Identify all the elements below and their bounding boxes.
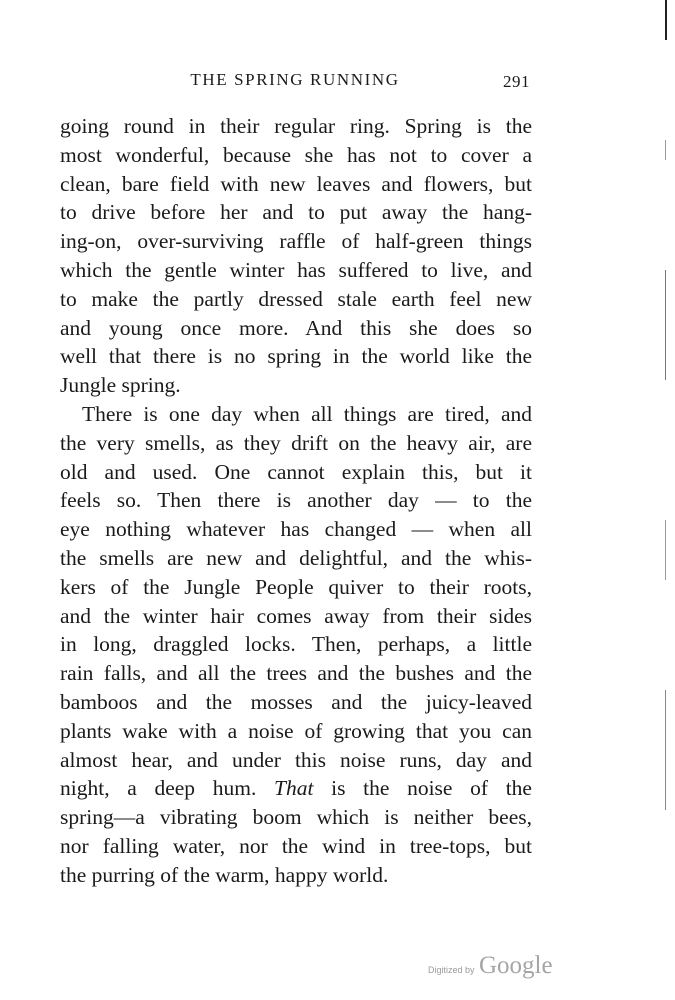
text-line: kers of the Jungle People quiver to their roots, [60, 574, 532, 599]
text-line: There is one day when all things are tired, and [82, 401, 532, 426]
text-line: well that there is no spring in the world like the [60, 344, 532, 369]
text-line: rain falls, and all the trees and the bushes and the [60, 661, 532, 686]
text-line: old and used. One cannot explain this, but it [60, 459, 532, 484]
text-line: the very smells, as they drift on the heavy air, are [60, 430, 532, 455]
text-line: which the gentle winter has suffered to live, and [60, 257, 532, 282]
text-line: to drive before her and to put away the hang- [60, 200, 532, 225]
text-line: Jungle spring. [60, 373, 181, 398]
text-line: nor falling water, nor the wind in tree-tops, but [60, 833, 532, 858]
google-logo: Google [478, 952, 553, 979]
text-line: to make the partly dressed stale earth feel new [60, 286, 532, 311]
text-segment: night, a deep hum. [60, 776, 274, 801]
page-edge-mark [665, 0, 667, 40]
text-segment: is the noise of the [313, 776, 532, 801]
italic-emphasis: That [274, 776, 314, 801]
text-line: spring—a vibrating boom which is neither bees, [60, 805, 532, 830]
text-line: eye nothing whatever has changed — when all [60, 517, 532, 542]
body-text [60, 112, 532, 890]
text-line: the smells are new and delightful, and the whis- [60, 545, 532, 570]
page-edge-mark [665, 690, 666, 810]
page-edge-mark [665, 140, 666, 160]
text-line: plants wake with a noise of growing that you can [60, 718, 532, 743]
text-line: bamboos and the mosses and the juicy-leaved [60, 689, 532, 714]
watermark-prefix: Digitized by [428, 965, 475, 975]
page-edge-mark [665, 520, 666, 580]
text-line: ing-on, over-surviving raffle of half-green things [60, 229, 532, 254]
text-line: almost hear, and under this noise runs, day and [60, 747, 532, 772]
running-header [60, 70, 530, 96]
text-line: and young once more. And this she does so [60, 315, 532, 340]
text-line: the purring of the warm, happy world. [60, 862, 389, 887]
text-line: clean, bare field with new leaves and flowers, but [60, 171, 532, 196]
running-title: THE SPRING RUNNING [190, 70, 400, 89]
page-edge-mark [665, 270, 666, 380]
text-line: feels so. Then there is another day — to the [60, 488, 532, 513]
text-line: and the winter hair comes away from their sides [60, 603, 532, 628]
page-number: 291 [503, 72, 530, 91]
digitized-watermark [428, 952, 553, 982]
text-line: in long, draggled locks. Then, perhaps, a little [60, 632, 532, 657]
text-line: going round in their regular ring. Spring is the [60, 114, 532, 138]
text-line: most wonderful, because she has not to cover a [60, 142, 532, 167]
text-line-with-italic [60, 774, 532, 803]
